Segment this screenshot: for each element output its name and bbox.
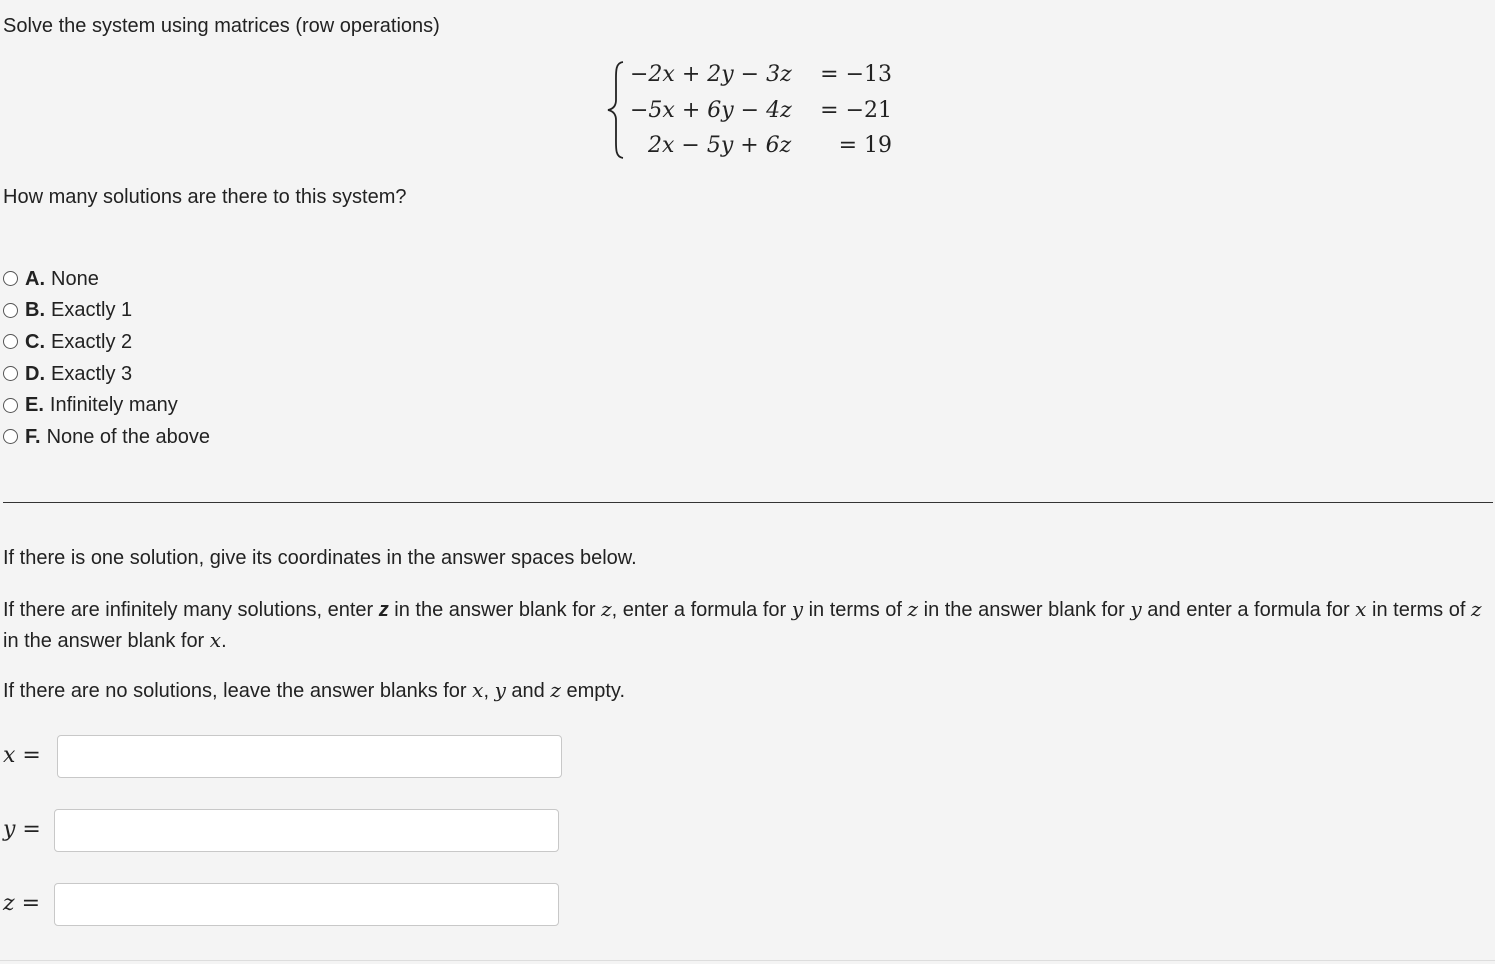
bottom-divider	[0, 960, 1495, 961]
choice-list	[3, 263, 210, 453]
radio-button-icon[interactable]	[3, 303, 18, 318]
instruction-no-solutions	[3, 675, 1483, 706]
instruction-infinite-solutions	[3, 594, 1483, 656]
z-answer-input[interactable]	[54, 883, 559, 926]
choice-letter: D.	[25, 362, 45, 385]
z-answer-label: z =	[3, 891, 41, 916]
text-segment: and	[505, 680, 551, 702]
equation-3-rhs: = 19	[838, 133, 892, 158]
problem-intro: Solve the system using matrices (row operations)	[3, 15, 440, 37]
equation-system	[606, 60, 896, 164]
equation-row-3	[630, 131, 892, 161]
equation-row-2	[630, 96, 892, 126]
left-brace-icon	[606, 60, 626, 160]
equation-1-lhs: −2x + 2y − 3z	[630, 62, 792, 87]
bold-z-text: z	[378, 599, 389, 621]
math-var: z	[1470, 597, 1482, 621]
choice-c[interactable]	[3, 326, 210, 358]
choice-e[interactable]	[3, 389, 210, 421]
radio-button-icon[interactable]	[3, 429, 18, 444]
section-divider	[3, 502, 1493, 503]
text-segment: If there are infinitely many solutions, enter	[3, 599, 379, 621]
text-segment: in the answer blank for	[918, 599, 1131, 621]
equation-2-rhs: = −21	[820, 98, 892, 123]
instruction-one-solution: If there is one solution, give its coordinates in the answer spaces below.	[3, 547, 637, 569]
y-answer-input[interactable]	[54, 809, 559, 852]
text-segment: in terms of	[803, 599, 908, 621]
choice-letter: C.	[25, 330, 45, 353]
equation-1-rhs: = −13	[820, 62, 892, 87]
math-var: y	[494, 678, 506, 702]
choice-b[interactable]	[3, 295, 210, 327]
choice-f[interactable]	[3, 421, 210, 453]
text-segment: , enter a formula for	[611, 599, 792, 621]
text-segment: in the answer blank for	[3, 630, 210, 652]
choice-label: None	[51, 267, 99, 290]
text-segment: .	[221, 630, 227, 652]
choice-d[interactable]	[3, 358, 210, 390]
math-var: x	[1355, 597, 1367, 621]
radio-button-icon[interactable]	[3, 334, 18, 349]
choice-letter: F.	[25, 425, 41, 448]
math-var: x	[472, 678, 484, 702]
text-segment: ,	[483, 680, 495, 702]
choice-label: Exactly 2	[51, 330, 133, 353]
math-var: y	[791, 597, 804, 621]
radio-button-icon[interactable]	[3, 366, 18, 381]
choice-letter: E.	[25, 394, 44, 417]
y-answer-label: y =	[3, 817, 41, 842]
text-segment: If there are no solutions, leave the answer blanks for	[3, 680, 473, 702]
equation-3-lhs: 2x − 5y + 6z	[648, 133, 792, 158]
radio-button-icon[interactable]	[3, 271, 18, 286]
math-var: x	[209, 628, 222, 652]
math-var: z	[601, 597, 612, 621]
math-var: z	[907, 597, 919, 621]
math-var: z	[550, 678, 561, 702]
x-answer-input[interactable]	[57, 735, 562, 778]
text-segment: in the answer blank for	[388, 599, 602, 621]
text-segment: and enter a formula for	[1141, 599, 1356, 621]
equation-row-1	[630, 60, 892, 90]
math-var: y	[1130, 597, 1142, 621]
choice-letter: A.	[25, 267, 45, 290]
radio-button-icon[interactable]	[3, 398, 18, 413]
question-text: How many solutions are there to this system?	[3, 186, 407, 208]
text-segment: in terms of	[1366, 599, 1471, 621]
text-segment: empty.	[560, 680, 625, 702]
choice-label: Exactly 3	[51, 362, 133, 385]
choice-label: None of the above	[46, 425, 211, 448]
choice-label: Exactly 1	[51, 299, 133, 322]
choice-letter: B.	[25, 299, 45, 322]
equation-2-lhs: −5x + 6y − 4z	[630, 98, 792, 123]
choice-a[interactable]	[3, 263, 210, 295]
x-answer-label: x =	[3, 743, 41, 768]
choice-label: Infinitely many	[49, 394, 178, 417]
